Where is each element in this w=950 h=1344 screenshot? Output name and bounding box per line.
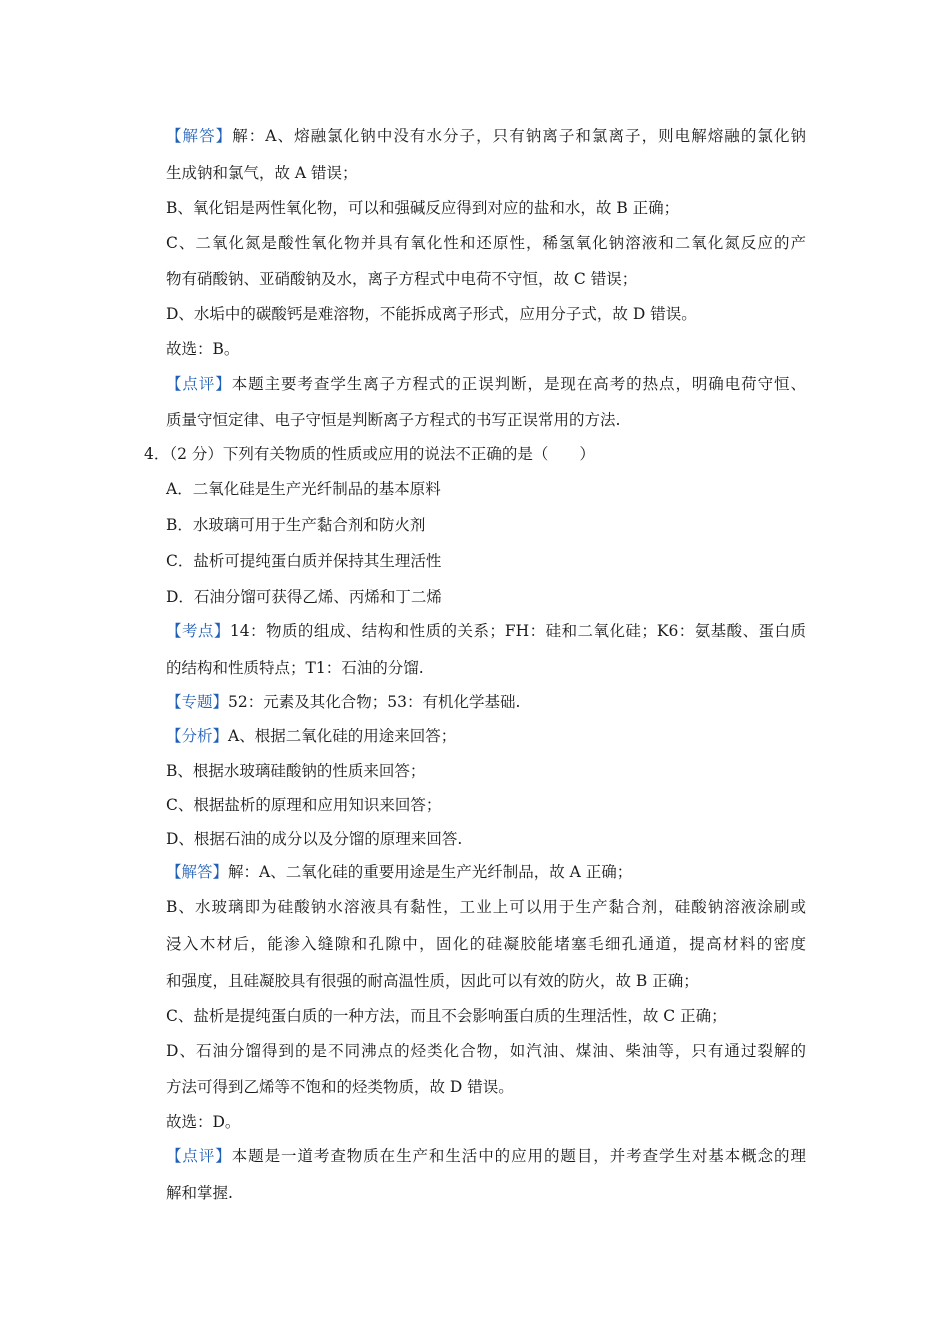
zhuanti-tag: 【专题】 xyxy=(166,693,229,711)
prev-review-line-1: 【点评】本题主要考查学生离子方程式的正误判断，是现在高考的热点，明确电荷守恒、 xyxy=(166,375,806,393)
answer-tag: 【解答】 xyxy=(166,127,233,145)
prev-answer-line-2: 生成钠和氯气，故 A 错误； xyxy=(166,164,358,182)
answer-b-line-2: 浸入木材后，能渗入缝隙和孔隙中，固化的硅凝胶能堵塞毛细孔通道，提高材料的密度 xyxy=(166,935,806,953)
answer-b-line-3: 和强度，且硅凝胶具有很强的耐高温性质，因此可以有效的防火，故 B 正确； xyxy=(166,972,699,990)
kaodian-line-2: 的结构和性质特点；T1：石油的分馏. xyxy=(166,659,424,677)
prev-answer-c-line-2: 物有硝酸钠、亚硝酸钠及水，离子方程式中电荷不守恒，故 C 错误； xyxy=(166,270,638,288)
review-tag: 【点评】 xyxy=(166,1147,232,1165)
choice: 故选：D。 xyxy=(166,1113,241,1131)
prev-answer-d: D、水垢中的碳酸钙是难溶物，不能拆成离子形式，应用分子式，故 D 错误。 xyxy=(166,305,697,323)
prev-answer-c-line-1: C、二氧化氮是酸性氧化物并具有氧化性和还原性，稀氢氧化钠溶液和二氧化氮反应的产 xyxy=(166,234,806,252)
answer-d-line-1: D、石油分馏得到的是不同沸点的烃类化合物，如汽油、煤油、柴油等，只有通过裂解的 xyxy=(166,1042,806,1060)
review-tag: 【点评】 xyxy=(166,375,232,393)
fenxi-line-b: B、根据水玻璃硅酸钠的性质来回答； xyxy=(166,762,426,780)
option-a: A．二氧化硅是生产光纤制品的基本原料 xyxy=(166,480,441,498)
prev-answer-line-1: 【解答】解：A、熔融氯化钠中没有水分子，只有钠离子和氯离子，则电解熔融的氯化钠 xyxy=(166,127,806,145)
fenxi-line-c: C、根据盐析的原理和应用知识来回答； xyxy=(166,796,442,814)
zhuanti-line: 【专题】52：元素及其化合物；53：有机化学基础. xyxy=(166,693,521,711)
review-line-1: 【点评】本题是一道考查物质在生产和生活中的应用的题目，并考查学生对基本概念的理 xyxy=(166,1147,806,1165)
fenxi-line-a: 【分析】A、根据二氧化硅的用途来回答； xyxy=(166,727,457,745)
answer-d-line-2: 方法可得到乙烯等不饱和的烃类物质，故 D 错误。 xyxy=(166,1078,514,1096)
prev-answer-b: B、氧化铝是两性氧化物，可以和强碱反应得到对应的盐和水，故 B 正确； xyxy=(166,199,680,217)
review-line-2: 解和掌握. xyxy=(166,1184,233,1202)
answer-line-a: 【解答】解：A、二氧化硅的重要用途是生产光纤制品，故 A 正确； xyxy=(166,863,633,881)
kaodian-tag: 【考点】 xyxy=(166,622,230,640)
answer-c: C、盐析是提纯蛋白质的一种方法，而且不会影响蛋白质的生理活性，故 C 正确； xyxy=(166,1007,727,1025)
option-b: B．水玻璃可用于生产黏合剂和防火剂 xyxy=(166,516,426,534)
option-c: C．盐析可提纯蛋白质并保持其生理活性 xyxy=(166,552,442,570)
question-4-stem: 4．（2 分）下列有关物质的性质或应用的说法不正确的是（ ） xyxy=(144,445,595,463)
answer-tag: 【解答】 xyxy=(166,863,229,881)
prev-choice: 故选：B。 xyxy=(166,340,240,358)
option-d: D．石油分馏可获得乙烯、丙烯和丁二烯 xyxy=(166,588,442,606)
kaodian-line-1: 【考点】14：物质的组成、结构和性质的关系；FH：硅和二氧化硅；K6：氨基酸、蛋白质 xyxy=(166,622,806,640)
fenxi-line-d: D、根据石油的成分以及分馏的原理来回答. xyxy=(166,830,463,848)
answer-b-line-1: B、水玻璃即为硅酸钠水溶液具有黏性，工业上可以用于生产黏合剂，硅酸钠溶液涂刷或 xyxy=(166,898,806,916)
prev-review-line-2: 质量守恒定律、电子守恒是判断离子方程式的书写正误常用的方法. xyxy=(166,411,621,429)
fenxi-tag: 【分析】 xyxy=(166,727,229,745)
